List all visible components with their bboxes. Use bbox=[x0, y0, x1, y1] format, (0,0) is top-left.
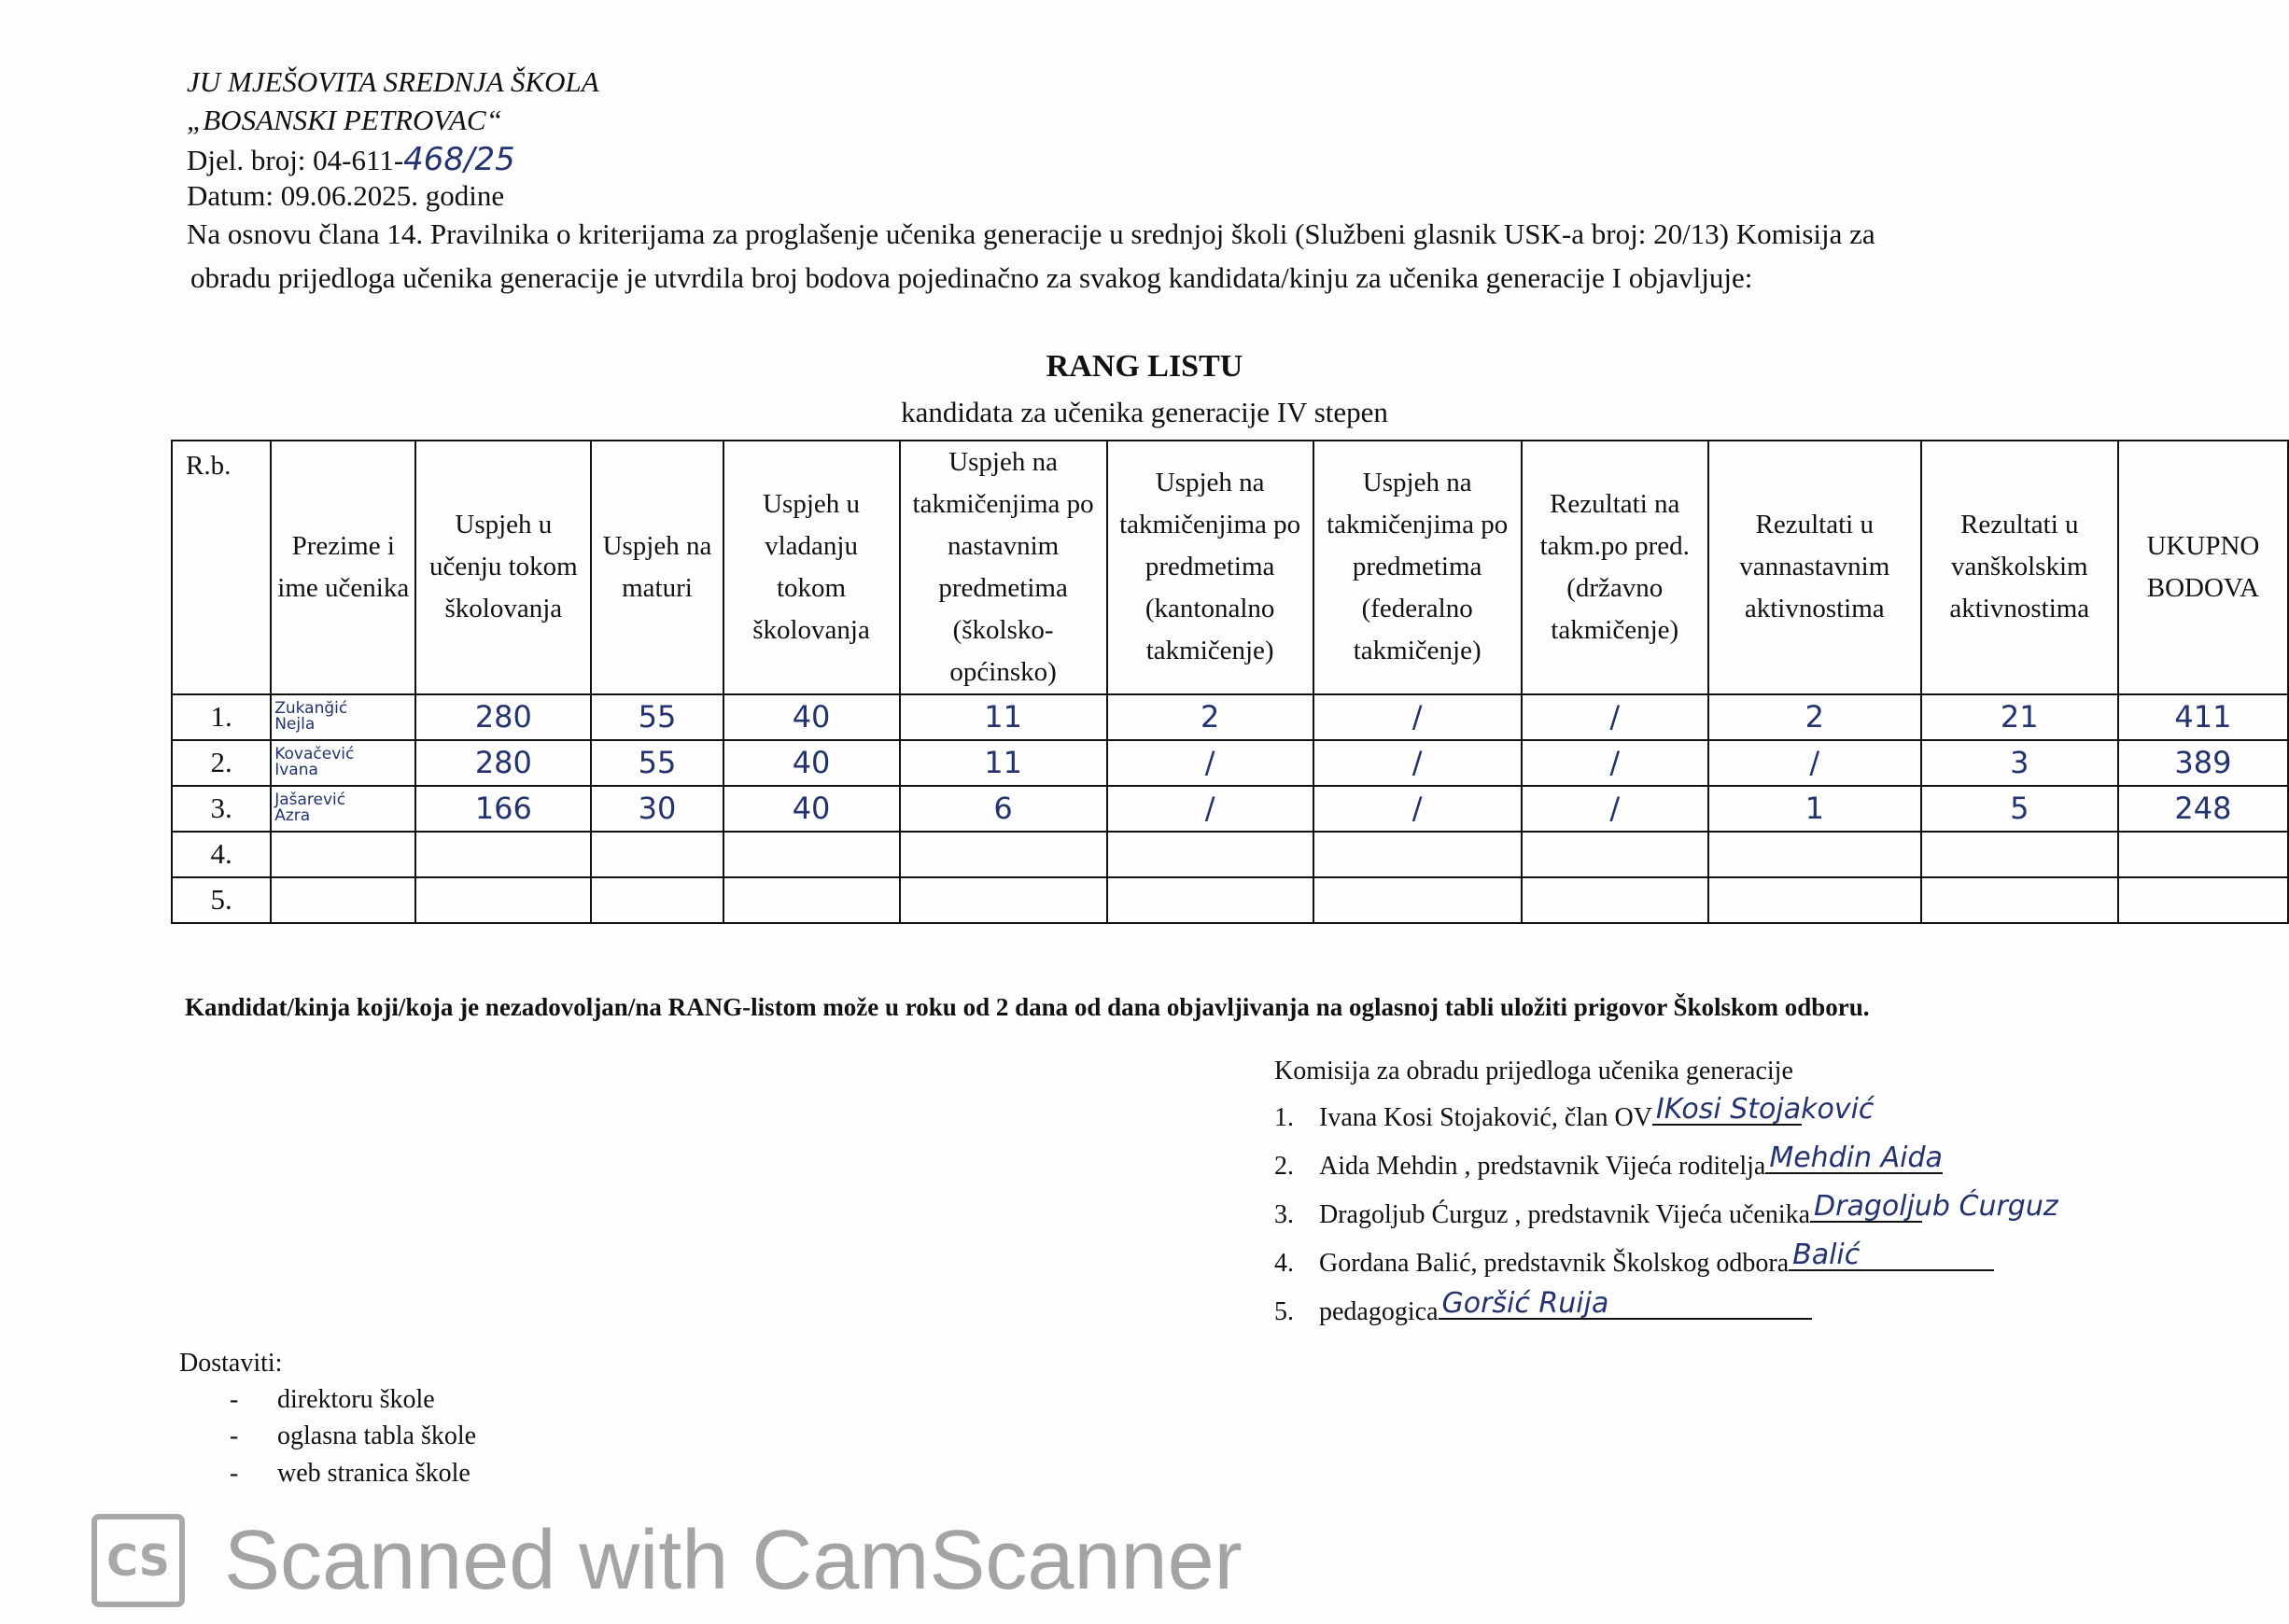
delivery-title: Dostaviti: bbox=[179, 1349, 283, 1378]
signature: Balić bbox=[1792, 1239, 1861, 1271]
score-cell bbox=[591, 877, 723, 923]
score-cell: 280 bbox=[415, 740, 591, 786]
column-header: Prezime i ime učenika bbox=[271, 441, 415, 694]
reference-handwritten: 468/25 bbox=[403, 141, 515, 178]
column-header: Uspjeh u učenju tokom školovanja bbox=[415, 441, 591, 694]
signature-line bbox=[1789, 1239, 1994, 1271]
score-cell bbox=[1708, 832, 1921, 877]
member-label: Aida Mehdin , predstavnik Vijeća roditelja bbox=[1319, 1152, 1766, 1181]
score-cell bbox=[415, 877, 591, 923]
column-header: Uspjeh na takmičenjima po predmetima (kantonalno takmičenje) bbox=[1107, 441, 1313, 694]
column-header: Rezultati u vanškolskim aktivnostima bbox=[1921, 441, 2118, 694]
student-name: Azra bbox=[274, 806, 311, 826]
score-cell: 280 bbox=[415, 694, 591, 740]
score-cell: / bbox=[1313, 694, 1522, 740]
member-number: 1. bbox=[1274, 1103, 1294, 1132]
document-date: Datum: 09.06.2025. godine bbox=[187, 179, 505, 212]
document-title: RANG LISTU bbox=[1046, 349, 1243, 384]
score-cell bbox=[1313, 877, 1522, 923]
score-cell: 3 bbox=[1921, 740, 2118, 786]
score-cell bbox=[1708, 877, 1921, 923]
score-cell: / bbox=[1313, 740, 1522, 786]
signature-line bbox=[1810, 1190, 2058, 1223]
header-row bbox=[172, 441, 2288, 694]
intro-line-1: Na osnovu člana 14. Pravilnika o kriterijama za proglašenje učenika generacije u srednjoj školi (Službeni glasnik USK-a broj: 20/13) Komisija za bbox=[187, 217, 1875, 250]
row-number: 3. bbox=[172, 786, 271, 832]
score-cell: 5 bbox=[1921, 786, 2118, 832]
score-cell: / bbox=[1522, 740, 1708, 786]
score-cell: 55 bbox=[591, 694, 723, 740]
camscanner-watermark: Scanned with CamScanner bbox=[224, 1514, 1243, 1607]
student-name bbox=[271, 832, 415, 877]
camscanner-logo: CS bbox=[91, 1514, 185, 1607]
score-cell: / bbox=[1107, 786, 1313, 832]
delivery-item bbox=[230, 1459, 470, 1489]
objection-note: Kandidat/kinja koji/koja je nezadovoljan/na RANG-listom može u roku od 2 dana od dana objavljivanja na oglasnoj tabli uložiti prigovor Školskom odboru. bbox=[185, 993, 1870, 1021]
score-cell: / bbox=[1522, 786, 1708, 832]
column-header: Uspjeh u vladanju tokom školovanja bbox=[723, 441, 900, 694]
score-cell bbox=[2118, 877, 2288, 923]
member-label: Dragoljub Ćurguz , predstavnik Vijeća učenika bbox=[1319, 1200, 1811, 1229]
student-name: Nejla bbox=[274, 715, 316, 735]
column-header: UKUPNO BODOVA bbox=[2118, 441, 2288, 694]
score-cell: 2 bbox=[1107, 694, 1313, 740]
score-cell: 389 bbox=[2118, 740, 2288, 786]
commission-member bbox=[1274, 1287, 1812, 1327]
score-cell: 30 bbox=[591, 786, 723, 832]
score-cell bbox=[415, 832, 591, 877]
column-header: Uspjeh na takmičenjima po predmetima (federalno takmičenje) bbox=[1313, 441, 1522, 694]
bullet-dash: - bbox=[230, 1459, 239, 1488]
table-row bbox=[172, 694, 2288, 740]
column-header: Uspjeh na maturi bbox=[591, 441, 723, 694]
score-cell bbox=[1313, 832, 1522, 877]
student-name bbox=[271, 877, 415, 923]
signature: IKosi Stojaković bbox=[1655, 1093, 1875, 1126]
table-row bbox=[172, 877, 2288, 923]
ranking-table bbox=[171, 440, 2289, 924]
score-cell bbox=[1921, 877, 2118, 923]
score-cell bbox=[723, 877, 900, 923]
score-cell bbox=[1522, 877, 1708, 923]
school-location: „BOSANSKI PETROVAC“ bbox=[187, 104, 502, 136]
signature: Mehdin Aida bbox=[1769, 1141, 1943, 1174]
score-cell bbox=[591, 832, 723, 877]
delivery-item-label: web stranica škole bbox=[277, 1459, 470, 1488]
score-cell: 21 bbox=[1921, 694, 2118, 740]
score-cell: 40 bbox=[723, 740, 900, 786]
member-number: 3. bbox=[1274, 1200, 1294, 1229]
score-cell: / bbox=[1708, 740, 1921, 786]
member-number: 5. bbox=[1274, 1297, 1294, 1326]
score-cell: / bbox=[1107, 740, 1313, 786]
score-cell: 11 bbox=[900, 740, 1107, 786]
school-name: JU MJEŠOVITA SREDNJA ŠKOLA bbox=[187, 65, 599, 98]
score-cell: 11 bbox=[900, 694, 1107, 740]
student-name bbox=[271, 786, 415, 832]
signature-line bbox=[1765, 1141, 1943, 1174]
commission-title: Komisija za obradu prijedloga učenika generacije bbox=[1274, 1057, 1793, 1085]
score-cell: 6 bbox=[900, 786, 1107, 832]
member-label: pedagogica bbox=[1319, 1297, 1439, 1326]
score-cell: 248 bbox=[2118, 786, 2288, 832]
score-cell bbox=[1921, 832, 2118, 877]
score-cell bbox=[1522, 832, 1708, 877]
row-number: 4. bbox=[172, 832, 271, 877]
commission-member bbox=[1274, 1239, 1994, 1279]
delivery-item bbox=[230, 1421, 476, 1451]
bullet-dash: - bbox=[230, 1421, 239, 1450]
student-surname: Zukanğić bbox=[274, 699, 348, 719]
signature: Dragoljub Ćurguz bbox=[1814, 1190, 2058, 1223]
document-subtitle: kandidata za učenika generacije IV stepen bbox=[901, 396, 1388, 428]
bullet-dash: - bbox=[230, 1385, 239, 1414]
score-cell: 40 bbox=[723, 786, 900, 832]
student-name bbox=[271, 740, 415, 786]
score-cell bbox=[900, 877, 1107, 923]
intro-line-2: obradu prijedloga učenika generacije je utvrdila broj bodova pojedinačno za svakog kandidata/kinju za učenika generacije I objavljuje: bbox=[190, 261, 1753, 294]
commission-member bbox=[1274, 1141, 1943, 1182]
score-cell bbox=[900, 832, 1107, 877]
score-cell: 40 bbox=[723, 694, 900, 740]
reference-label: Djel. broj: 04-611- bbox=[187, 144, 404, 176]
student-surname: Jašarević bbox=[274, 791, 346, 810]
score-cell bbox=[2118, 832, 2288, 877]
commission-member bbox=[1274, 1093, 1875, 1133]
table-row bbox=[172, 786, 2288, 832]
score-cell bbox=[1107, 877, 1313, 923]
signature: Goršić Ruija bbox=[1441, 1287, 1609, 1320]
column-header: Rezultati u vannastavnim aktivnostima bbox=[1708, 441, 1921, 694]
delivery-item-label: oglasna tabla škole bbox=[277, 1421, 477, 1450]
row-number: 1. bbox=[172, 694, 271, 740]
student-name: Ivana bbox=[274, 761, 318, 780]
signature-line bbox=[1652, 1093, 1875, 1126]
delivery-item-label: direktoru škole bbox=[277, 1385, 435, 1414]
score-cell: / bbox=[1522, 694, 1708, 740]
signature-line bbox=[1439, 1287, 1812, 1320]
score-cell: 166 bbox=[415, 786, 591, 832]
student-name bbox=[271, 694, 415, 740]
score-cell bbox=[1107, 832, 1313, 877]
member-label: Ivana Kosi Stojaković, član OV bbox=[1319, 1103, 1652, 1132]
column-header: Rezultati na takm.po pred. (državno takmičenje) bbox=[1522, 441, 1708, 694]
score-cell: 2 bbox=[1708, 694, 1921, 740]
member-number: 2. bbox=[1274, 1152, 1294, 1181]
table-row bbox=[172, 832, 2288, 877]
row-number: 2. bbox=[172, 740, 271, 786]
table-row bbox=[172, 740, 2288, 786]
column-header: Uspjeh na takmičenjima po nastavnim predmetima (školsko-općinsko) bbox=[900, 441, 1107, 694]
score-cell: 1 bbox=[1708, 786, 1921, 832]
row-number: 5. bbox=[172, 877, 271, 923]
column-header: R.b. bbox=[172, 441, 271, 694]
score-cell: 55 bbox=[591, 740, 723, 786]
member-label: Gordana Balić, predstavnik Školskog odbora bbox=[1319, 1249, 1790, 1278]
member-number: 4. bbox=[1274, 1249, 1294, 1278]
delivery-item bbox=[230, 1385, 435, 1415]
score-cell bbox=[723, 832, 900, 877]
commission-member bbox=[1274, 1190, 2058, 1230]
score-cell: 411 bbox=[2118, 694, 2288, 740]
reference-number bbox=[187, 141, 515, 178]
score-cell: / bbox=[1313, 786, 1522, 832]
student-surname: Kovačević bbox=[274, 745, 355, 764]
